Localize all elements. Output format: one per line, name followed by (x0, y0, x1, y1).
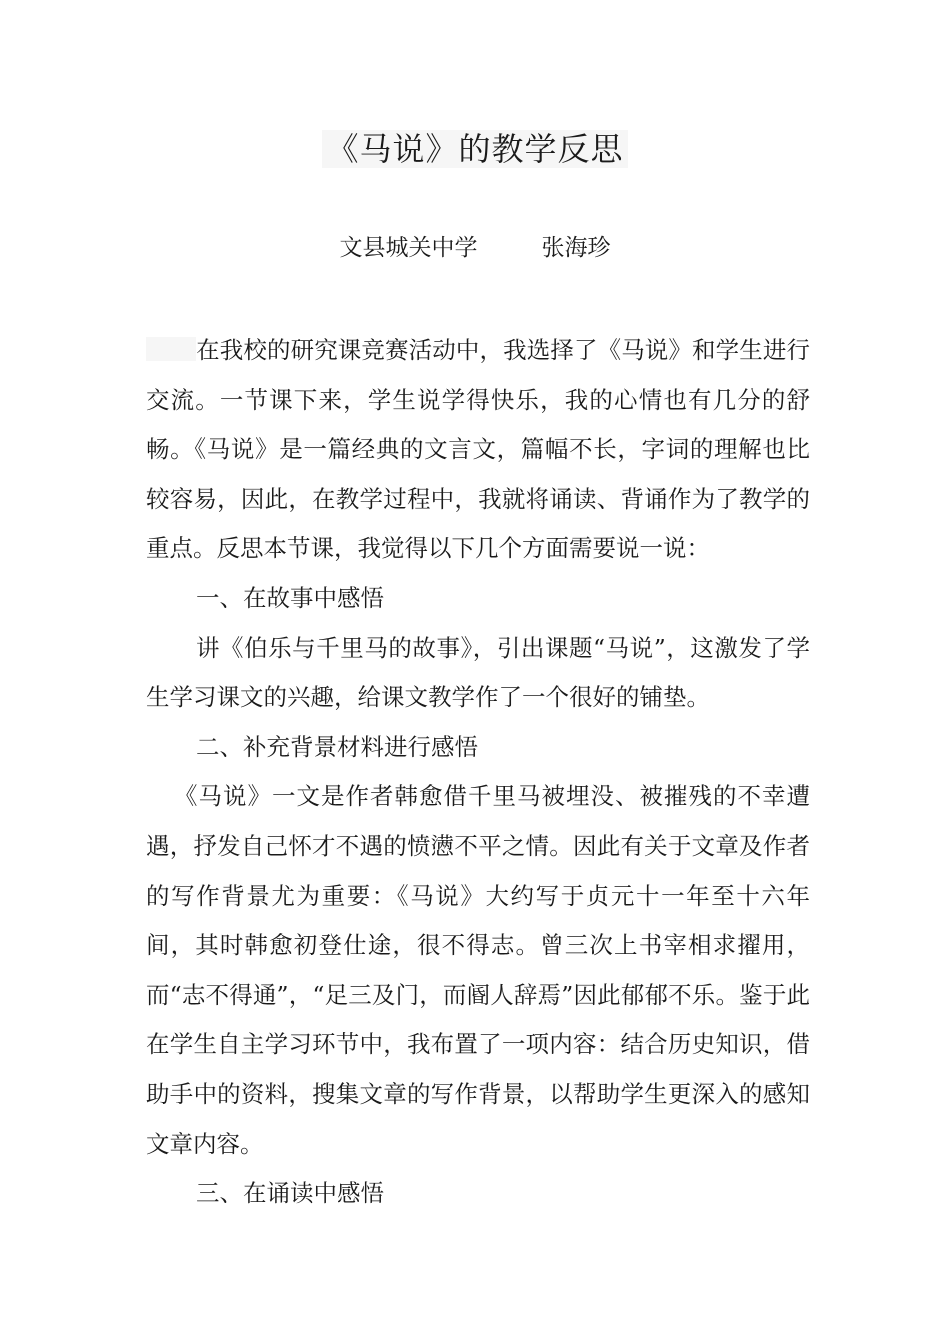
paragraph-intro-text: 在我校的研究课竞赛活动中，我选择了《马说》和学生进行交流。一节课下来，学生说学得快乐，我的心情也有几分的舒畅。《马说》是一篇经典的文言文，篇幅不长，字词的理解也比较容易，因此，在教学过程中，我就将诵读、背诵作为了教学的重点。反思本节课，我觉得以下几个方面需要说一说： (146, 336, 810, 563)
document-body (146, 326, 810, 1219)
paragraph-intro (146, 326, 810, 574)
paragraph-story: 讲《伯乐与千里马的故事》，引出课题“马说”，这激发了学生学习课文的兴趣，给课文教学作了一个很好的铺垫。 (146, 633, 810, 712)
document-title (0, 125, 950, 173)
author-name: 张海珍 (541, 235, 611, 261)
author-school: 文县城关中学 (339, 235, 478, 261)
title-text: 《马说》的教学反思 (322, 130, 627, 168)
indent-highlight (146, 337, 196, 361)
author-line (0, 230, 950, 266)
section-heading-1: 一、在故事中感悟 (196, 583, 384, 612)
paragraph-background: 《马说》一文是作者韩愈借千里马被埋没、被摧残的不幸遭遇，抒发自己怀才不遇的愤懑不平之情。因此有关于文章及作者的写作背景尤为重要：《马说》大约写于贞元十一年至十六年间，其时韩愈初登仕途，很不得志。曾三次上书宰相求擢用，而“志不得通”，“足三及门，而阍人辞焉”因此郁郁不乐。鉴于此在学生自主学习环节中，我布置了一项内容：结合历史知识，借助手中的资料，搜集文章的写作背景，以帮助学生更深入的感知文章内容。 (146, 782, 810, 1158)
section-heading-3: 三、在诵读中感悟 (196, 1179, 384, 1208)
section-heading-2: 二、补充背景材料进行感悟 (196, 732, 478, 761)
